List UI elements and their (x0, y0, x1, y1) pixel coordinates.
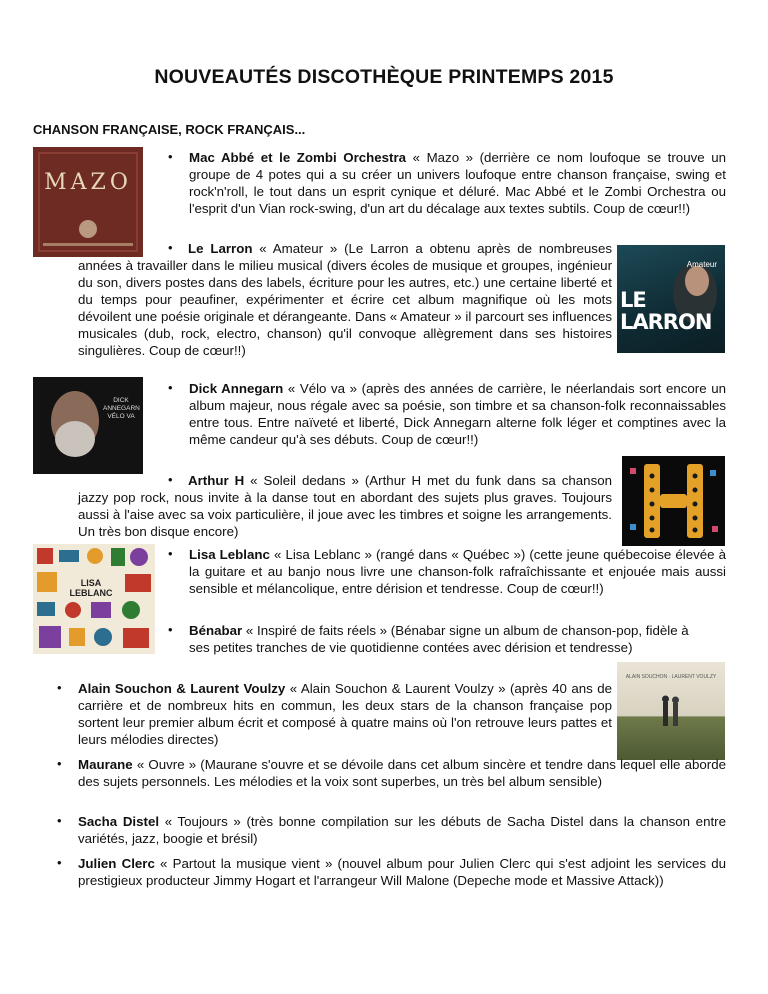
larron-cover-subtitle: Amateur (686, 260, 717, 269)
souchon-cover-text: ALAIN SOUCHON · LAURENT VOULZY (625, 674, 717, 680)
artist-name: Lisa Leblanc (189, 547, 270, 562)
lisa-leblanc-artwork (33, 544, 155, 654)
bullet: • (57, 756, 62, 771)
page-title: NOUVEAUTÉS DISCOTHÈQUE PRINTEMPS 2015 (154, 66, 614, 88)
bullet: • (168, 622, 173, 637)
entry-dick-annegarn (189, 380, 726, 448)
artist-name: Arthur H (188, 473, 245, 488)
album-cover-lisa-leblanc (33, 544, 155, 654)
lisa-cover-text: LISA LEBLANC (69, 578, 113, 598)
entry-text: « Alain Souchon & Laurent Voulzy » (après 40 ans de carrière et de nombreux hits en commun, les deux stars de la chanson française pop sortent leur premier album écrit et composé à quatre mains où l'on retrouve leurs pattes et leurs mélodies directes) (78, 681, 613, 747)
dick-annegarn-artwork (33, 377, 143, 474)
entry-text: « Vélo va » (après des années de carrière, le néerlandais sort encore un album majeur, nous régale avec sa poésie, son timbre et sa chanson-folk reconnaissables entre tous. Entre naïveté et liberté, Dick Annegarn alterne folk léger et comptines avec la même candeur qu'à ses débuts. Coup de cœur!!) (189, 381, 726, 447)
bullet: • (168, 240, 173, 255)
bullet: • (57, 855, 62, 870)
artist-name: Le Larron (188, 241, 253, 256)
entry-text: « Lisa Leblanc » (rangé dans « Québec ») (cette jeune québecoise élevée à la guitare et au banjo nous livre une chanson-folk rafraîchissante et enjouée mais aussi sensible et mélancolique, entre dérision et tendresse. Coup de cœur!!) (189, 547, 726, 596)
entry-le-larron (78, 240, 612, 359)
bullet: • (168, 546, 173, 561)
section-heading: CHANSON FRANÇAISE, ROCK FRANÇAIS... (33, 122, 306, 137)
artist-name: Dick Annegarn (189, 381, 284, 396)
entry-arthur-h (78, 472, 612, 540)
bullet: • (57, 813, 62, 828)
dick-cover-text: DICK ANNEGARN VÉLO VA (103, 397, 140, 420)
entry-maurane (78, 756, 726, 790)
mazo-cover-text: MAZO (44, 170, 132, 195)
entry-text: « Amateur » (Le Larron a obtenu après de nombreuses années à travailler dans le milieu musical (divers écoles de musique et groupes, ingénieur du son, divers postes dans des labels, écriture pour les autres, etc.) une certaine liberté et du temps pour peaufiner, expérimenter et écrire cet album magnifique où les mots dévoilent une poésie originale et dérangeante. Dans « Amateur » il parcourt ses influences musicales (dub, rock, electro, chanson) qu'il convoque allègrement dans ses histoires singulières. Coup de cœur!!) (78, 241, 612, 358)
album-cover-arthur-h (622, 456, 725, 546)
entry-text: « Toujours » (très bonne compilation sur les débuts de Sacha Distel dans la chanson entre variétés, jazz, boogie et brésil) (78, 814, 726, 846)
artist-name: Bénabar (189, 623, 243, 638)
album-cover-souchon-voulzy (617, 662, 725, 760)
artist-name: Alain Souchon & Laurent Voulzy (78, 681, 286, 696)
artist-name: Julien Clerc (78, 856, 155, 871)
bullet: • (168, 380, 173, 395)
entry-julien-clerc (78, 855, 726, 889)
album-cover-dick-annegarn (33, 377, 143, 474)
artist-name: Sacha Distel (78, 814, 160, 829)
bullet: • (57, 680, 62, 695)
bullet: • (168, 149, 173, 164)
album-cover-le-larron (617, 245, 725, 353)
entry-text: « Inspiré de faits réels » (Bénabar signe un album de chanson-pop, fidèle à ses petites tranches de vie quotidienne contées avec dérision et tendresse) (189, 623, 689, 655)
entry-text: « Mazo » (derrière ce nom loufoque se trouve un groupe de 4 potes qui a su créer un univers loufoque entre chanson française, swing et rock'n'roll, le tout dans un esprit cynique et déluré. Mac Abbé et le Zombi Orchestra ou l'esprit d'un Vian rock-swing, d'un art du décalage aux textes subtils. Coup de cœur!!) (189, 150, 726, 216)
entry-sacha-distel (78, 813, 726, 847)
entry-text: « Partout la musique vient » (nouvel album pour Julien Clerc qui s'est adjoint les services du prestigieux producteur Jimmy Hogart et l'arrangeur Will Malone (Depeche mode et Massive Attack)) (78, 856, 726, 888)
entry-mac-abbe (189, 149, 726, 217)
arthur-h-artwork (622, 456, 725, 546)
entry-souchon-voulzy (78, 680, 612, 748)
artist-name: Mac Abbé et le Zombi Orchestra (189, 150, 407, 165)
larron-cover-title: LE LARRON (620, 288, 712, 334)
bullet: • (168, 472, 173, 487)
entry-text: « Soleil dedans » (Arthur H met du funk dans sa chanson jazzy pop rock, nous invite à la danse tout en abordant des sujets plus graves. Toujours aussi à l'aise avec sa voix particulière, il joue avec les timbres et soigne les arrangements. Un très bon disque encore) (78, 473, 613, 539)
entry-lisa-leblanc (189, 546, 726, 597)
artist-name: Maurane (78, 757, 133, 772)
entry-text: « Ouvre » (Maurane s'ouvre et se dévoile dans cet album sincère et tendre dans lequel elle aborde des sujets personnels. Les mélodies et la voix sont superbes, un très bel album sensible) (78, 757, 726, 789)
entry-benabar (189, 622, 689, 656)
